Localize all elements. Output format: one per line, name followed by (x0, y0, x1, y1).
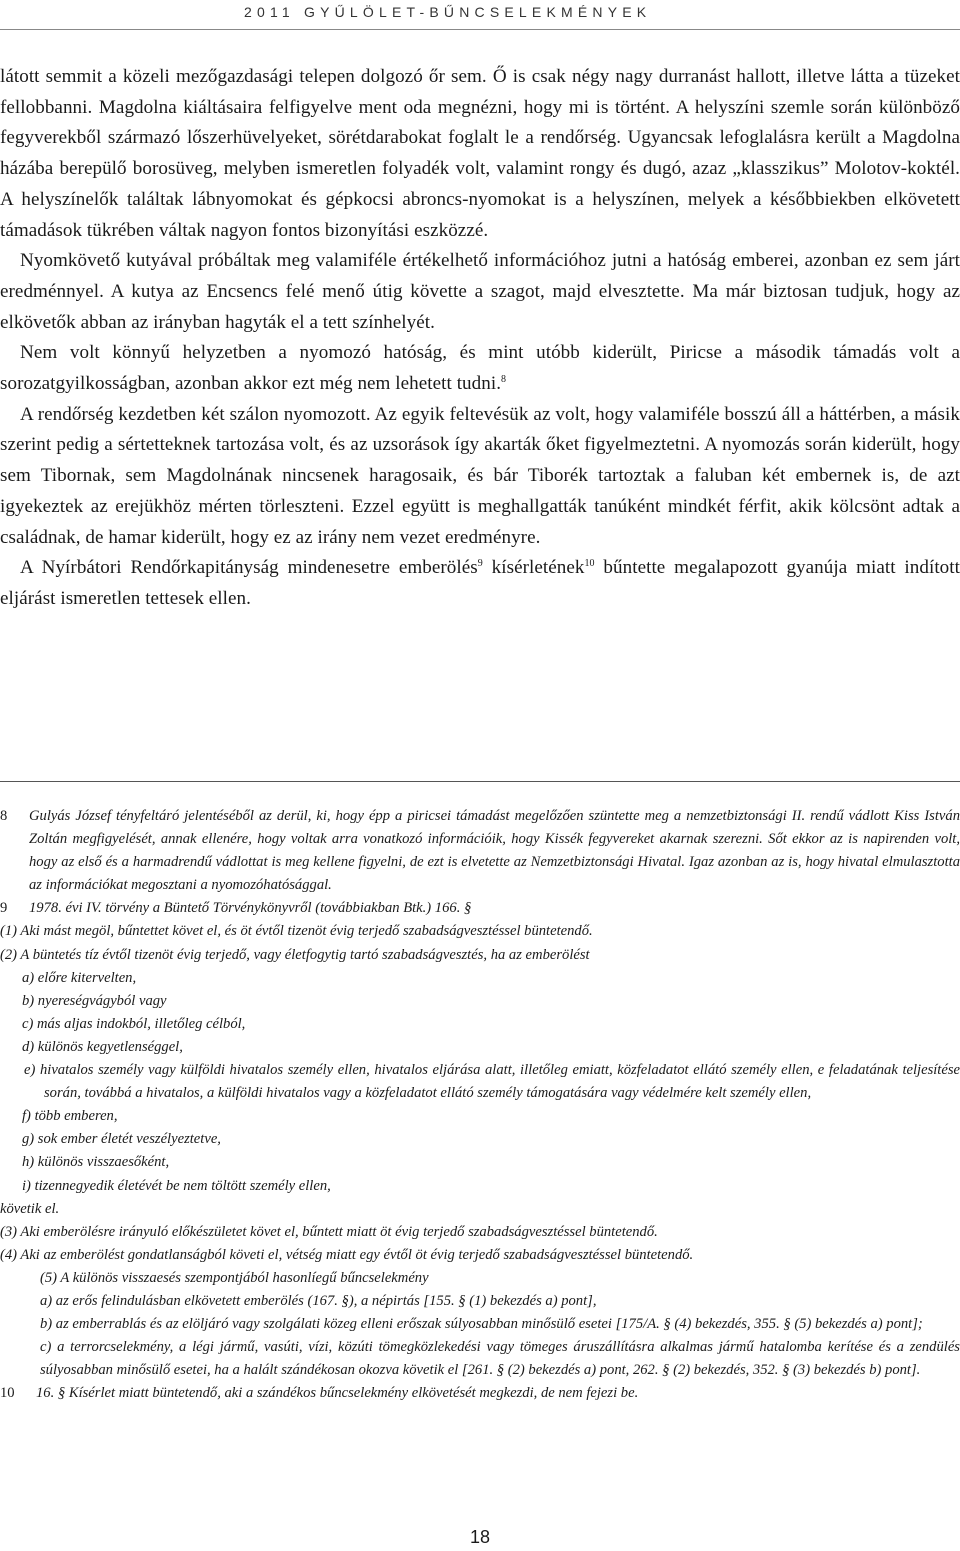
paragraph-5-text-a: A Nyírbátori Rendőrkapitányság mindenesetre emberölés (20, 557, 478, 579)
footnote-text: 16. § Kísérlet miatt büntetendő, aki a szándékos bűncselekmény elkövetését megkezdi, de nem fejezi be. (36, 1385, 639, 1402)
footnote-list-item: c) más aljas indokból, illetőleg célból, (22, 1015, 246, 1032)
footnote-line: követik el. (0, 1200, 60, 1217)
main-text (0, 62, 960, 615)
footnote-list-item: h) különös visszaesőként, (22, 1154, 170, 1171)
footnote-list-item: a) előre kitervelten, (22, 969, 137, 986)
footnote-list-item: i) tizennegyedik életévét be nem töltött személy ellen, (22, 1177, 331, 1194)
footnote-9 (0, 897, 960, 920)
footnote-number: 9 (0, 900, 8, 917)
header-rule (0, 29, 960, 30)
footnote-ref-10[interactable]: 10 (584, 558, 595, 570)
footnote-line: (5) A különös visszaesés szempontjából hasonlíegű bűncselekmény (40, 1269, 429, 1286)
footnote-list-item: b) nyereségvágyból vagy (22, 992, 167, 1009)
page-number: 18 (469, 1527, 491, 1547)
footnote-list-item: a) az erős felindulásban elkövetett emberölés (167. §), a népirtás [155. § (1) bekezdés a) pont], (40, 1292, 597, 1309)
footnote-list-item: g) sok ember életét veszélyeztetve, (22, 1131, 221, 1148)
footnote-line: (3) Aki emberölésre irányuló előkészületet követ el, bűntett miatt öt évig terjedő szabadságvesztéssel büntetendő. (0, 1223, 658, 1240)
footnote-line: (1) Aki mást megöl, bűntettet követ el, és öt évtől tizenöt évig terjedő szabadságvesztéssel büntetendő. (0, 923, 593, 940)
paragraph-5 (0, 553, 960, 614)
footnote-ref-8[interactable]: 8 (501, 374, 507, 386)
footnote-10 (0, 1382, 960, 1405)
footnote-number: 8 (0, 808, 8, 824)
paragraph-1: látott semmit a közeli mezőgazdasági telepen dolgozó őr sem. Ő is csak négy nagy durranást hallott, illetve látta a tüzeket fellobbanni. Magdolna kiáltásaira felfigyelve ment oda megnézni, hogy mi is történt. A helyszíni szemle során különböző fegyverekből származó lőszerhüvelyeket, sörétdarabokat foglalt le a rendőrség. Ugyancsak lefoglalásra került a Magdolna házába berepülő borosüveg, melyben ismeretlen folyadék volt, valamint rongy és dugó, azaz „klasszikus” Molotov-koktél. A helyszínelők találtak lábnyomokat és gépkocsi abroncs-nyomokat is a helyszínen, melyek a későbbiekben elkövetett támadások tükrében váltak nagyon fontos bizonyítási eszközzé. (0, 66, 960, 241)
footnote-text: Gulyás József tényfeltáró jelentéséből az derül, ki, hogy épp a piricsei támadást megelőzően szüntette meg a nemzetbiztonsági II. rendű vádlott Kiss István Zoltán megfigyelését, annak ellenére, hogy voltak arra vonatkozó információik, hogy Kissék fegyvereket akarnak szerezni. Sőt ekkor az is napirenden volt, hogy az első és a harmadrendű vádlottat is meg kellene figyelni, de ezt is elvetette az Nemzetbiztonsági Hivatal. Igaz azonban az is, hogy hivatal elmulasztotta az információkat megosztani a nyomozóhatósággal. (29, 808, 960, 894)
paragraph-2: Nyomkövető kutyával próbáltak meg valamiféle értékelhető információhoz jutni a hatóság emberei, azonban ez sem járt eredménnyel. A kutya az Encsencs felé menő útig követte a szagot, majd elvesztette. Ma már biztosan tudjuk, hogy az elkövetők abban az irányban hagyták el a tett színhelyét. (0, 250, 960, 333)
paragraph-3-text: Nem volt könnyű helyzetben a nyomozó hatóság, és mint utóbb kiderült, Piricse a második támadás volt a sorozatgyilkosságban, azonban akkor ezt még nem lehetett tudni. (0, 342, 960, 395)
footnotes (0, 805, 960, 1405)
paragraph-5-text-c: bűntette megalapozott gyanúja miatt indított eljárást ismeretlen tettesek ellen. (0, 557, 960, 609)
paragraph-5-text-b: kísérletének (482, 557, 585, 579)
paragraph-3 (0, 338, 960, 399)
footnote-8 (0, 805, 960, 897)
footnote-number: 10 (0, 1385, 15, 1402)
footnote-line: (4) Aki az emberölést gondatlanságból követi el, vétség miatt egy évtől öt évig terjedő szabadságvesztéssel büntetendő. (0, 1246, 694, 1263)
running-header (0, 0, 960, 24)
footnote-rule (0, 781, 960, 782)
footnote-list-item: b) az emberrablás és az elöljáró vagy szolgálati közeg elleni erőszak súlyosabban minősülő esetei [175/A. § (4) bekezdés, 355. § (5) bekezdés a) pont]; (40, 1316, 923, 1333)
footnote-line: (2) A büntetés tíz évtől tizenöt évig terjedő, vagy életfogytig tartó szabadságvesztés, ha az emberölést (0, 946, 590, 963)
footnote-list-item: f) több emberen, (22, 1108, 118, 1125)
running-title: 2011 GYŰLÖLET-BŰNCSELEKMÉNYEK (244, 4, 652, 20)
footnote-ref-9[interactable]: 9 (477, 558, 483, 570)
footnote-list-item: d) különös kegyetlenséggel, (22, 1038, 183, 1055)
paragraph-4: A rendőrség kezdetben két szálon nyomozott. Az egyik feltevésük az volt, hogy valamiféle bosszú áll a háttérben, a másik szerint pedig a sértetteknek tartozása volt, és az uzsorások így akarták őket figyelmeztetni. A nyomozás során kiderült, hogy sem Tibornak, sem Magdolnának nincsenek haragosaik, és bár Tiborék tartoztak a faluban két embernek is, de azt igyekeztek az erejükhöz mérten törleszteni. Ezzel együtt is meghallgatták tanúként mindkét férfit, akik kölcsönt adtak a családnak, de hamar kiderült, hogy ez az irány nem vezet eredményre. (0, 403, 960, 548)
footnote-list-item: e) hivatalos személy vagy külföldi hivatalos személy ellen, hivatalos eljárása alatt, illetőleg emiatt, közfeladatot ellátó személy ellen, e feladatának teljesítése során, továbbá a hivatalos, a külföldi hivatalos vagy a közfeladatot ellátó személy támogatására vagy védelmére kelt személy ellen, (24, 1062, 960, 1102)
footnote-list-item: c) a terrorcselekmény, a légi jármű, vasúti, vízi, közúti tömegközlekedési vagy tömeges áruszállításra alkalmas jármű hatalomba kerítése és a zendülés súlyosabban minősülő esetei, ha a halált szándékosan okozva követik el [261. § (2) bekezdés a) pont, 262. § (2) bekezdés, 352. § (3) bekezdés b) pont]. (40, 1339, 960, 1379)
footnote-text: 1978. évi IV. törvény a Büntető Törvénykönyvről (továbbiakban Btk.) 166. § (29, 900, 472, 917)
